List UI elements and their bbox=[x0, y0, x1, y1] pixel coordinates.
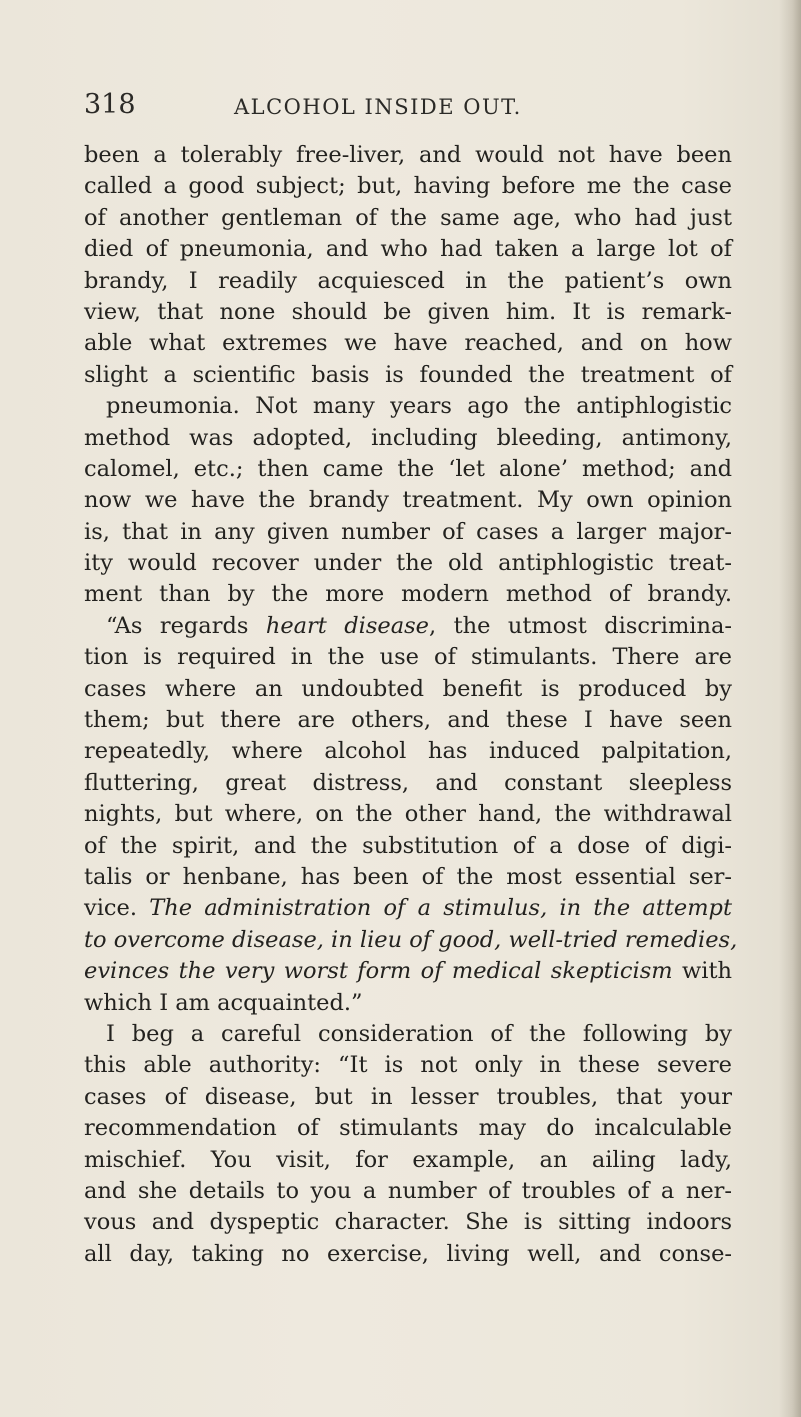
text-line: all day, taking no exercise, living well, and conse- bbox=[84, 1240, 732, 1267]
text-line: method was adopted, including bleeding, antimony, bbox=[84, 424, 732, 451]
text-line: pneumonia. Not many years ago the antiphlogistic bbox=[106, 393, 732, 420]
text-line: view, that none should be given him. It is remark- bbox=[84, 298, 732, 325]
text-line: of the spirit, and the substitution of a dose of digi- bbox=[84, 832, 732, 859]
text-line: them; but there are others, and these I have seen bbox=[84, 707, 732, 734]
text-line: this able authority: “It is not only in these severe bbox=[84, 1052, 732, 1079]
text-run: “As regards bbox=[106, 612, 266, 639]
page-header bbox=[84, 88, 724, 128]
page-edge-shadow bbox=[779, 0, 801, 1417]
text-line: mischief. You visit, for example, an ailing lady, bbox=[84, 1146, 732, 1173]
text-line: ment than by the more modern method of brandy. bbox=[84, 581, 732, 608]
text-line: repeatedly, where alcohol has induced palpitation, bbox=[84, 738, 732, 765]
italic-text: to overcome disease, in lieu of good, well-tried remedies, bbox=[84, 926, 738, 953]
text-line: slight a scientific basis is founded the treatment of bbox=[84, 361, 732, 388]
italic-text: heart disease bbox=[265, 612, 429, 639]
text-line: died of pneumonia, and who had taken a large lot of bbox=[84, 236, 732, 263]
text-line: I beg a careful consideration of the following by bbox=[106, 1020, 732, 1047]
text-line: nights, but where, on the other hand, the withdrawal bbox=[84, 801, 732, 828]
text-line: of another gentleman of the same age, who had just bbox=[84, 204, 732, 231]
text-line: now we have the brandy treatment. My own opinion bbox=[84, 487, 732, 514]
text-line: been a tolerably free-liver, and would not have been bbox=[84, 142, 732, 168]
text-line: vous and dyspeptic character. She is sitting indoors bbox=[84, 1209, 732, 1236]
text-line: cases where an undoubted benefit is produced by bbox=[84, 675, 732, 702]
text-line: able what extremes we have reached, and on how bbox=[84, 330, 732, 357]
text-line: calomel, etc.; then came the ‘let alone’ method; and bbox=[84, 455, 732, 482]
text-line: is, that in any given number of cases a larger major- bbox=[84, 518, 732, 545]
text-line: brandy, I readily acquiesced in the patient’s own bbox=[84, 267, 732, 294]
italic-text: evinces the very worst form of medical skepticism bbox=[84, 958, 673, 985]
text-line bbox=[84, 956, 732, 987]
body-text bbox=[84, 140, 738, 1270]
text-run: vice. bbox=[84, 895, 150, 922]
text-line: called a good subject; but, having before me the case bbox=[84, 173, 732, 200]
text-line: fluttering, great distress, and constant sleepless bbox=[84, 769, 732, 796]
text-line: talis or henbane, has been of the most essential ser- bbox=[84, 863, 732, 890]
text-line: cases of disease, but in lesser troubles, that your bbox=[84, 1083, 732, 1110]
text-line: which I am acquainted.” bbox=[84, 989, 363, 1016]
text-line bbox=[84, 925, 738, 956]
text-line: recommendation of stimulants may do incalculable bbox=[84, 1115, 732, 1142]
text-line bbox=[84, 893, 732, 924]
text-line: and she details to you a number of troubles of a ner- bbox=[84, 1177, 732, 1204]
text-line: tion is required in the use of stimulants. There are bbox=[84, 644, 732, 671]
text-run: , the utmost discrimina- bbox=[429, 612, 732, 639]
page-number: 318 bbox=[84, 89, 136, 120]
running-head: ALCOHOL INSIDE OUT. bbox=[234, 95, 522, 119]
italic-text: The administration of a stimulus, in the attempt bbox=[149, 895, 732, 922]
text-run: with bbox=[672, 958, 732, 985]
text-line bbox=[84, 611, 732, 642]
text-line: ity would recover under the old antiphlogistic treat- bbox=[84, 550, 732, 577]
